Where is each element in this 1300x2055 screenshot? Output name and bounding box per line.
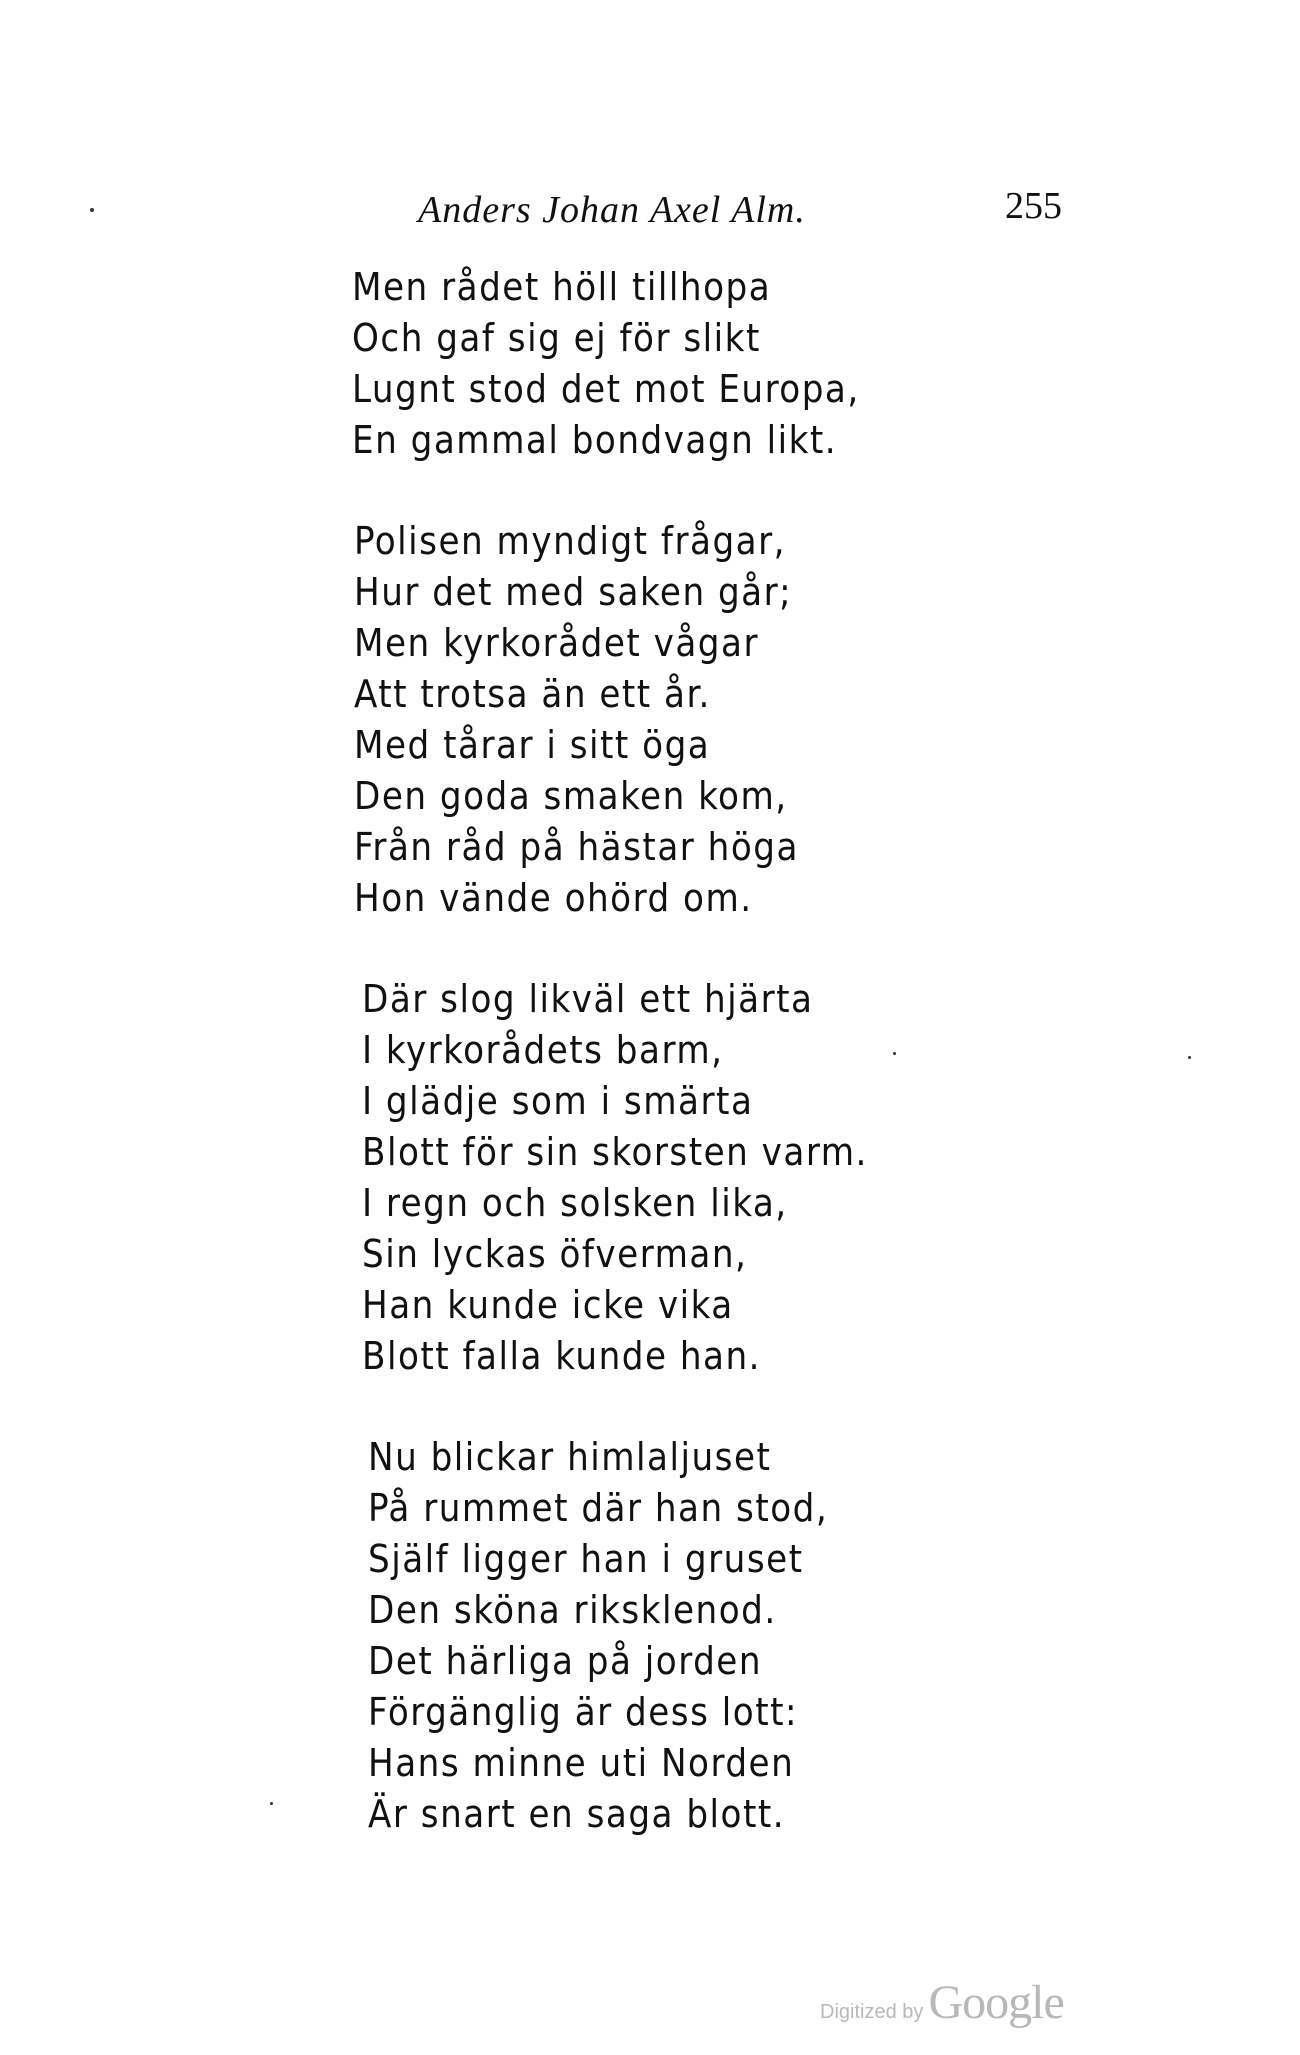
verse-line: Det härliga på jorden: [368, 1639, 763, 1683]
verse-line: Är snart en saga blott.: [368, 1792, 786, 1836]
verse-line: Hur det med saken går;: [354, 570, 793, 614]
verse-line: Blott för sin skorsten varm.: [362, 1130, 868, 1174]
verse-line: Blott falla kunde han.: [362, 1334, 762, 1378]
verse-line: Där slog likväl ett hjärta: [362, 977, 814, 1021]
verse-line: Men rådet höll tillhopa: [352, 265, 772, 309]
speck-mark: [90, 208, 94, 212]
verse-line: Men kyrkorådet vågar: [354, 621, 760, 665]
stanza: [352, 1432, 1172, 1840]
verse-line: Själf ligger han i gruset: [368, 1537, 804, 1581]
page-number: 255: [1005, 185, 1062, 227]
verse-line: Den goda smaken kom,: [354, 774, 788, 818]
verse-line: Han kunde icke vika: [362, 1283, 734, 1327]
verse-line: Polisen myndigt frågar,: [354, 519, 786, 563]
verse-line: Hon vände ohörd om.: [354, 876, 753, 920]
verse-line: Sin lyckas öfverman,: [362, 1232, 748, 1276]
running-title: Anders Johan Axel Alm.: [418, 189, 806, 231]
verse-line: Att trotsa än ett år.: [354, 672, 711, 716]
verse-line: Den sköna riksklenod.: [368, 1588, 777, 1632]
stanza: [352, 974, 1172, 1382]
stanza: [352, 262, 1172, 466]
verse-line: Från råd på hästar höga: [354, 825, 799, 869]
watermark-prefix: Digitized by: [820, 2001, 924, 2023]
verse-line: Med tårar i sitt öga: [354, 723, 711, 767]
verse-line: Och gaf sig ej för slikt: [352, 316, 761, 360]
speck-mark: [270, 1802, 273, 1805]
speck-mark: [1188, 1056, 1191, 1059]
verse-line: I kyrkorådets barm,: [362, 1028, 724, 1072]
verse-line: Nu blickar himlaljuset: [368, 1435, 772, 1479]
verse-line: På rummet där han stod,: [368, 1486, 829, 1530]
verse-line: Hans minne uti Norden: [368, 1741, 795, 1785]
verse-line: I regn och solsken lika,: [362, 1181, 788, 1225]
poem: [352, 262, 1172, 1890]
digitized-watermark: [820, 1975, 1064, 2030]
watermark-brand: Google: [928, 1976, 1064, 2029]
verse-line: En gammal bondvagn likt.: [352, 418, 838, 462]
verse-line: I glädje som i smärta: [362, 1079, 754, 1123]
verse-line: Förgänglig är dess lott:: [368, 1690, 799, 1734]
verse-line: Lugnt stod det mot Europa,: [352, 367, 860, 411]
stanza: [352, 516, 1172, 924]
